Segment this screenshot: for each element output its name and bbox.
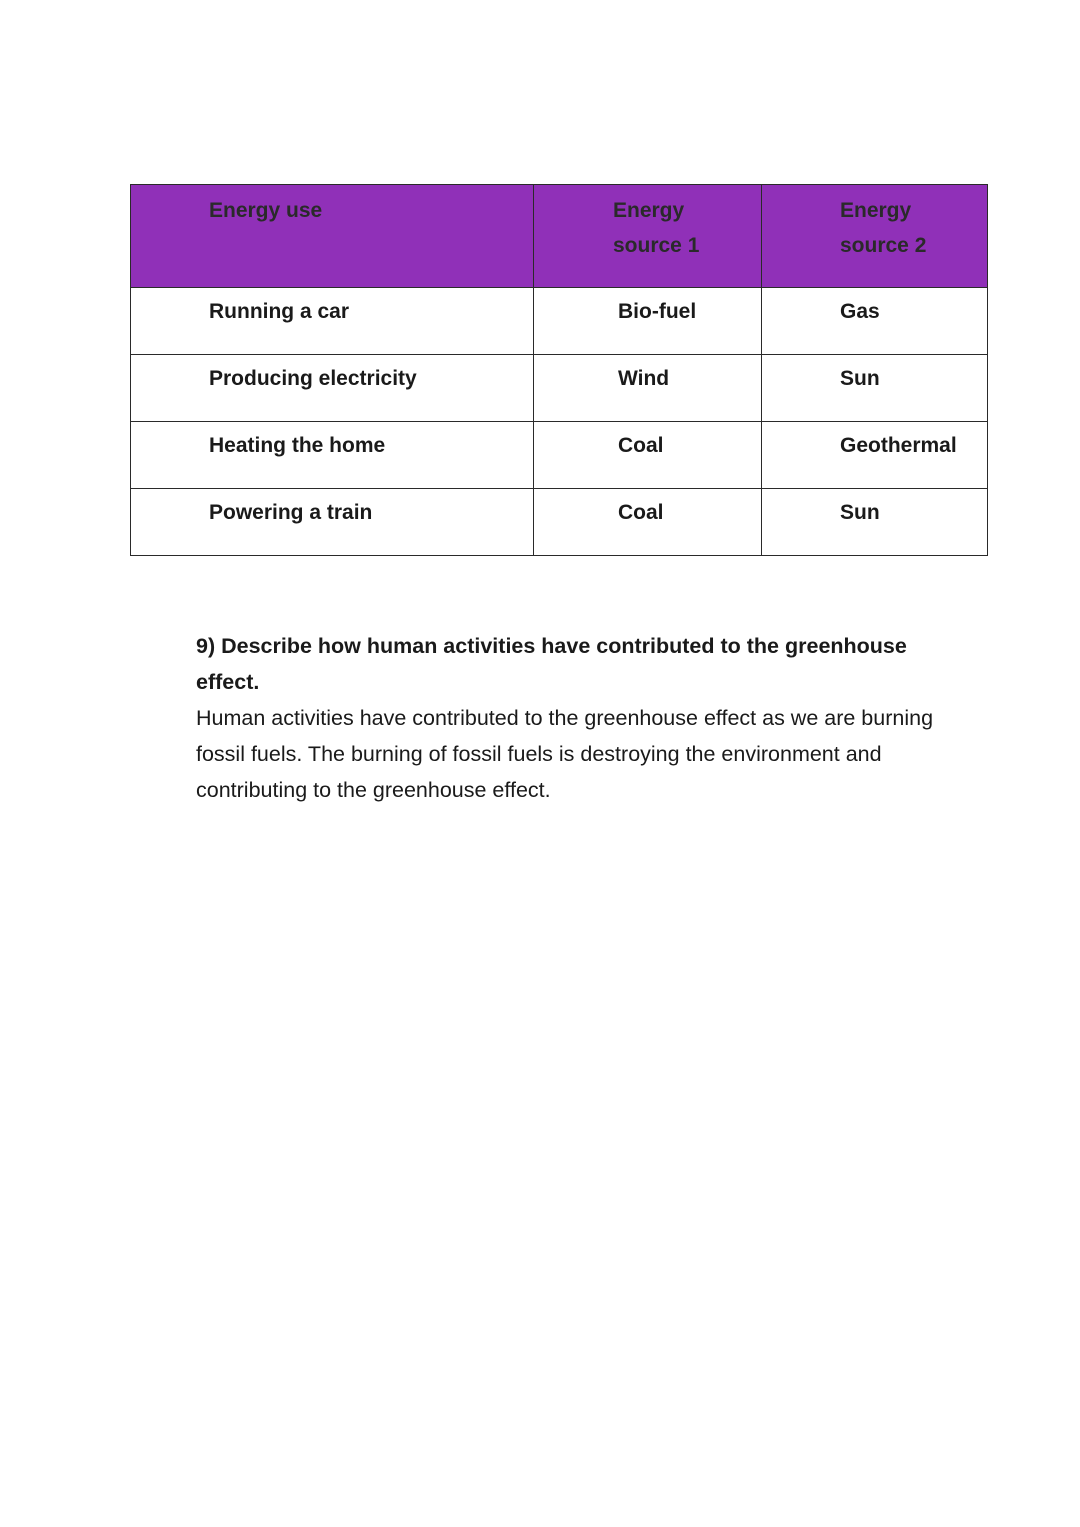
cell-source-2: Sun <box>762 489 988 556</box>
cell-energy-use: Running a car <box>131 288 534 355</box>
cell-source-2: Gas <box>762 288 988 355</box>
cell-source-1: Wind <box>534 355 762 422</box>
header-energy-use-label: Energy use <box>209 199 323 222</box>
header-energy-source-1 <box>534 185 762 288</box>
table-header-row <box>131 185 988 288</box>
energy-table <box>130 184 988 556</box>
header-energy-source-2 <box>762 185 988 288</box>
table-row <box>131 489 988 556</box>
cell-source-1: Coal <box>534 422 762 489</box>
question-block <box>196 628 956 808</box>
table-row <box>131 288 988 355</box>
header-energy-use <box>131 185 534 288</box>
header-source2-line1: Energy <box>840 199 912 222</box>
cell-source-2: Geothermal <box>762 422 988 489</box>
header-source2-line2: source 2 <box>840 234 927 257</box>
table-row <box>131 422 988 489</box>
header-source1-line1: Energy <box>613 199 685 222</box>
table-row <box>131 355 988 422</box>
question-answer: Human activities have contributed to the greenhouse effect as we are burning fossil fuels. The burning of fossil fuels is destroying the environment and contributing to the greenhouse effect. <box>196 706 934 802</box>
cell-source-1: Coal <box>534 489 762 556</box>
cell-energy-use: Heating the home <box>131 422 534 489</box>
cell-energy-use: Powering a train <box>131 489 534 556</box>
cell-source-1: Bio-fuel <box>534 288 762 355</box>
question-title: 9) Describe how human activities have contributed to the greenhouse effect. <box>196 634 907 694</box>
cell-source-2: Sun <box>762 355 988 422</box>
cell-energy-use: Producing electricity <box>131 355 534 422</box>
header-source1-line2: source 1 <box>613 234 700 257</box>
